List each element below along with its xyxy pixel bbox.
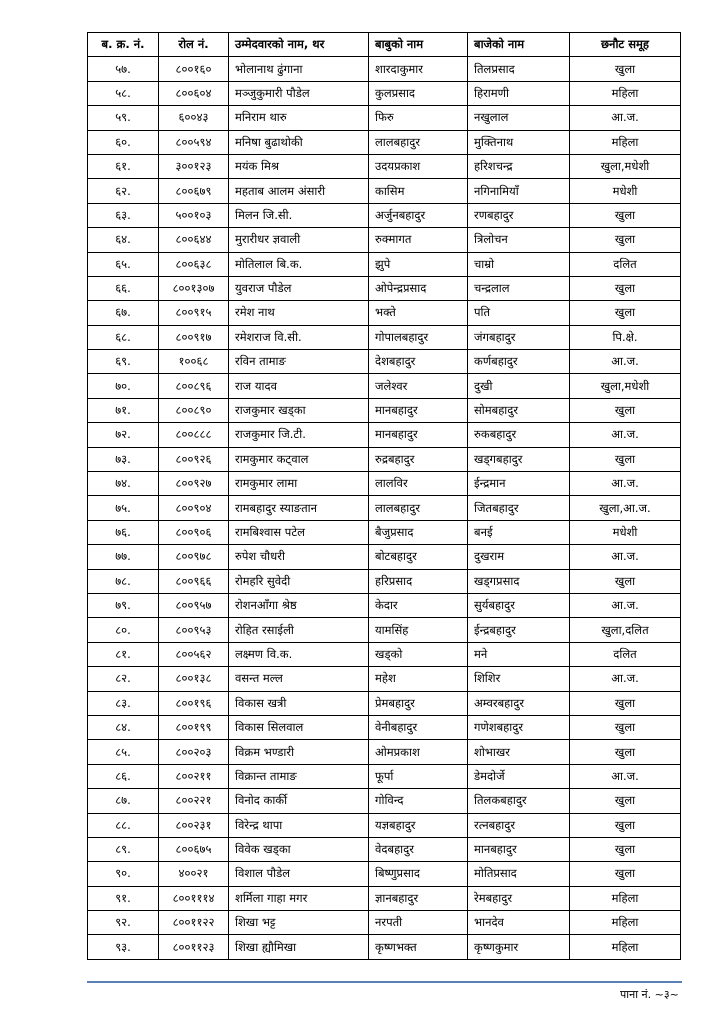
name-cell: शर्मिला गाहा मगर xyxy=(229,886,369,910)
group-cell: खुला xyxy=(570,447,681,471)
grandfather-name-cell: कृष्णकुमार xyxy=(468,935,570,959)
group-cell: खुला xyxy=(570,715,681,739)
name-cell: भोलानाथ ढुंगाना xyxy=(229,57,369,81)
table-row xyxy=(88,106,681,130)
group-cell: खुला,दलित xyxy=(570,618,681,642)
father-name-cell: देशबहादुर xyxy=(369,350,468,374)
father-name-cell: झुपे xyxy=(369,252,468,276)
roll-cell: ८००१६० xyxy=(159,57,229,81)
roll-cell: ८००८८८ xyxy=(159,423,229,447)
serial-cell: ५७. xyxy=(88,57,159,81)
serial-cell: ६६. xyxy=(88,276,159,300)
table-row xyxy=(88,740,681,764)
serial-cell: ७६. xyxy=(88,520,159,544)
roll-cell: ८००९२६ xyxy=(159,447,229,471)
serial-cell: ९१. xyxy=(88,886,159,910)
table-body xyxy=(88,57,681,959)
father-name-cell: लालबहादुर xyxy=(369,130,468,154)
table-row xyxy=(88,520,681,544)
group-cell: खुला xyxy=(570,740,681,764)
grandfather-name-cell: अम्वरबहादुर xyxy=(468,691,570,715)
grandfather-name-cell: कर्णबहादुर xyxy=(468,350,570,374)
name-cell: राजकुमार जि.टी. xyxy=(229,423,369,447)
father-name-cell: कासिम xyxy=(369,179,468,203)
roll-cell: ८००२०३ xyxy=(159,740,229,764)
group-cell: दलित xyxy=(570,252,681,276)
grandfather-name-cell: तिलप्रसाद xyxy=(468,57,570,81)
group-cell: दलित xyxy=(570,642,681,666)
serial-cell: ७४. xyxy=(88,472,159,496)
group-cell: आ.ज. xyxy=(570,423,681,447)
roll-cell: ८००११२३ xyxy=(159,935,229,959)
table-row xyxy=(88,911,681,935)
father-name-cell: बोटबहादुर xyxy=(369,545,468,569)
father-name-cell: गोविन्द xyxy=(369,789,468,813)
father-name-cell: खड्को xyxy=(369,642,468,666)
grandfather-name-cell: नखुलाल xyxy=(468,106,570,130)
grandfather-name-cell: शिशिर xyxy=(468,667,570,691)
table-row xyxy=(88,325,681,349)
group-cell: महिला xyxy=(570,81,681,105)
header-serial: ब. क्र. नं. xyxy=(88,33,159,57)
grandfather-name-cell: जंगबहादुर xyxy=(468,325,570,349)
group-cell: आ.ज. xyxy=(570,545,681,569)
table-row xyxy=(88,374,681,398)
roll-cell: ८००५९४ xyxy=(159,130,229,154)
serial-cell: ९०. xyxy=(88,862,159,886)
roll-cell: ८००१११४ xyxy=(159,886,229,910)
grandfather-name-cell: शोभाखर xyxy=(468,740,570,764)
serial-cell: ६७. xyxy=(88,301,159,325)
serial-cell: ६५. xyxy=(88,252,159,276)
table-row xyxy=(88,935,681,959)
name-cell: रमेशराज वि.सी. xyxy=(229,325,369,349)
grandfather-name-cell: दुखराम xyxy=(468,545,570,569)
grandfather-name-cell: मने xyxy=(468,642,570,666)
grandfather-name-cell: चन्द्रलाल xyxy=(468,276,570,300)
grandfather-name-cell: हरिशचन्द्र xyxy=(468,154,570,178)
father-name-cell: लालबहादुर xyxy=(369,496,468,520)
grandfather-name-cell: रेमबहादुर xyxy=(468,886,570,910)
serial-cell: ८५. xyxy=(88,740,159,764)
roll-cell: ८००६३८ xyxy=(159,252,229,276)
table-row xyxy=(88,691,681,715)
table-row xyxy=(88,276,681,300)
table-row xyxy=(88,667,681,691)
table-row xyxy=(88,569,681,593)
table-row xyxy=(88,886,681,910)
name-cell: विक्रान्त तामाङ xyxy=(229,764,369,788)
table-row xyxy=(88,789,681,813)
group-cell: आ.ज. xyxy=(570,764,681,788)
group-cell: खुला xyxy=(570,813,681,837)
roll-cell: ८००९०४ xyxy=(159,496,229,520)
roll-cell: ८००१९९ xyxy=(159,715,229,739)
name-cell: रुपेश चौधरी xyxy=(229,545,369,569)
father-name-cell: वेदबहादुर xyxy=(369,837,468,861)
group-cell: खुला xyxy=(570,301,681,325)
footer-divider xyxy=(87,981,682,983)
father-name-cell: ज्ञानबहादुर xyxy=(369,886,468,910)
group-cell: खुला xyxy=(570,862,681,886)
grandfather-name-cell: नगिनामियाँ xyxy=(468,179,570,203)
roll-cell: ८००१३०७ xyxy=(159,276,229,300)
table-row xyxy=(88,715,681,739)
roll-cell: ८००११२२ xyxy=(159,911,229,935)
table-row xyxy=(88,179,681,203)
grandfather-name-cell: मुक्तिनाथ xyxy=(468,130,570,154)
serial-cell: ८४. xyxy=(88,715,159,739)
father-name-cell: फूर्पा xyxy=(369,764,468,788)
serial-cell: ८३. xyxy=(88,691,159,715)
group-cell: आ.ज. xyxy=(570,593,681,617)
roll-cell: ३००१२३ xyxy=(159,154,229,178)
father-name-cell: वेनीबहादुर xyxy=(369,715,468,739)
table-row xyxy=(88,398,681,422)
name-cell: लक्ष्मण वि.क. xyxy=(229,642,369,666)
serial-cell: ७८. xyxy=(88,569,159,593)
table-row xyxy=(88,203,681,227)
father-name-cell: मानबहादुर xyxy=(369,423,468,447)
father-name-cell: रुद्रबहादुर xyxy=(369,447,468,471)
table-header xyxy=(88,33,681,57)
name-cell: शिखा ह्यौमिखा xyxy=(229,935,369,959)
father-name-cell: फिरु xyxy=(369,106,468,130)
father-name-cell: उदयप्रकाश xyxy=(369,154,468,178)
group-cell: आ.ज. xyxy=(570,350,681,374)
grandfather-name-cell: ईन्द्रबहादुर xyxy=(468,618,570,642)
grandfather-name-cell: हिरामणी xyxy=(468,81,570,105)
serial-cell: ८२. xyxy=(88,667,159,691)
group-cell: आ.ज. xyxy=(570,667,681,691)
group-cell: महिला xyxy=(570,911,681,935)
father-name-cell: लालविर xyxy=(369,472,468,496)
table-row xyxy=(88,350,681,374)
candidate-table xyxy=(87,32,681,960)
name-cell: विक्रम भण्डारी xyxy=(229,740,369,764)
group-cell: आ.ज. xyxy=(570,106,681,130)
serial-cell: ९३. xyxy=(88,935,159,959)
table-row xyxy=(88,813,681,837)
group-cell: खुला xyxy=(570,569,681,593)
name-cell: रामबहादुर स्याङतान xyxy=(229,496,369,520)
name-cell: मयंक मिश्र xyxy=(229,154,369,178)
serial-cell: ६१. xyxy=(88,154,159,178)
serial-cell: ७९. xyxy=(88,593,159,617)
name-cell: रामकुमार कट्वाल xyxy=(229,447,369,471)
serial-cell: ६८. xyxy=(88,325,159,349)
serial-cell: ६०. xyxy=(88,130,159,154)
group-cell: महिला xyxy=(570,130,681,154)
table-row xyxy=(88,57,681,81)
serial-cell: ८६. xyxy=(88,764,159,788)
table-row xyxy=(88,447,681,471)
serial-cell: ८७. xyxy=(88,789,159,813)
roll-cell: ८००५६२ xyxy=(159,642,229,666)
table-row xyxy=(88,81,681,105)
father-name-cell: गोपालबहादुर xyxy=(369,325,468,349)
serial-cell: ८०. xyxy=(88,618,159,642)
table-row xyxy=(88,642,681,666)
name-cell: रविन तामाङ xyxy=(229,350,369,374)
group-cell: खुला xyxy=(570,57,681,81)
group-cell: मधेशी xyxy=(570,520,681,544)
grandfather-name-cell: रुकबहादुर xyxy=(468,423,570,447)
table-row xyxy=(88,154,681,178)
grandfather-name-cell: डेमदोर्जे xyxy=(468,764,570,788)
roll-cell: ८००२२१ xyxy=(159,789,229,813)
group-cell: पि.क्षे. xyxy=(570,325,681,349)
roll-cell: ८००६४४ xyxy=(159,228,229,252)
father-name-cell: ओमप्रकाश xyxy=(369,740,468,764)
roll-cell: ८००२११ xyxy=(159,764,229,788)
table-row xyxy=(88,764,681,788)
serial-cell: ६९. xyxy=(88,350,159,374)
group-cell: खुला,मधेशी xyxy=(570,374,681,398)
name-cell: मञ्जुकुमारी पौडेल xyxy=(229,81,369,105)
father-name-cell: रुक्मागत xyxy=(369,228,468,252)
serial-cell: ६३. xyxy=(88,203,159,227)
group-cell: महिला xyxy=(570,886,681,910)
table-row xyxy=(88,593,681,617)
name-cell: मनिषा बुढाथोकी xyxy=(229,130,369,154)
father-name-cell: नरपती xyxy=(369,911,468,935)
group-cell: आ.ज. xyxy=(570,472,681,496)
roll-cell: ८००९२७ xyxy=(159,472,229,496)
name-cell: रमेश नाथ xyxy=(229,301,369,325)
header-name: उम्मेदवारको नाम, थर xyxy=(229,33,369,57)
grandfather-name-cell: मोतिप्रसाद xyxy=(468,862,570,886)
serial-cell: ६२. xyxy=(88,179,159,203)
table-row xyxy=(88,228,681,252)
table-row xyxy=(88,496,681,520)
group-cell: खुला xyxy=(570,228,681,252)
roll-cell: ८००६०४ xyxy=(159,81,229,105)
group-cell: मधेशी xyxy=(570,179,681,203)
name-cell: विनोद कार्की xyxy=(229,789,369,813)
father-name-cell: भक्ते xyxy=(369,301,468,325)
name-cell: रामबिश्वास पटेल xyxy=(229,520,369,544)
group-cell: खुला,आ.ज. xyxy=(570,496,681,520)
serial-cell: ८८. xyxy=(88,813,159,837)
group-cell: खुला xyxy=(570,276,681,300)
father-name-cell: मानबहादुर xyxy=(369,398,468,422)
serial-cell: ७३. xyxy=(88,447,159,471)
name-cell: रोमहरि सुवेदी xyxy=(229,569,369,593)
name-cell: राजकुमार खड्का xyxy=(229,398,369,422)
father-name-cell: हरिप्रसाद xyxy=(369,569,468,593)
name-cell: रोशनआँगा श्रेष्ठ xyxy=(229,593,369,617)
roll-cell: ८००८९० xyxy=(159,398,229,422)
serial-cell: ७२. xyxy=(88,423,159,447)
name-cell: विरेन्द्र थापा xyxy=(229,813,369,837)
serial-cell: ८९. xyxy=(88,837,159,861)
table-row xyxy=(88,301,681,325)
name-cell: विवेक खड्का xyxy=(229,837,369,861)
grandfather-name-cell: पति xyxy=(468,301,570,325)
group-cell: खुला xyxy=(570,789,681,813)
serial-cell: ७५. xyxy=(88,496,159,520)
father-name-cell: यज्ञबहादुर xyxy=(369,813,468,837)
roll-cell: ८००९१५ xyxy=(159,301,229,325)
table-row xyxy=(88,862,681,886)
name-cell: युवराज पौडेल xyxy=(229,276,369,300)
name-cell: रोहित रसाईली xyxy=(229,618,369,642)
name-cell: राज यादव xyxy=(229,374,369,398)
table-row xyxy=(88,130,681,154)
group-cell: महिला xyxy=(570,935,681,959)
father-name-cell: बिष्णुप्रसाद xyxy=(369,862,468,886)
header-father: बाबुको नाम xyxy=(369,33,468,57)
header-grandfather: बाजेको नाम xyxy=(468,33,570,57)
name-cell: वसन्त मल्ल xyxy=(229,667,369,691)
grandfather-name-cell: रत्नबहादुर xyxy=(468,813,570,837)
table-row xyxy=(88,618,681,642)
father-name-cell: कुलप्रसाद xyxy=(369,81,468,105)
grandfather-name-cell: जितबहादुर xyxy=(468,496,570,520)
name-cell: रामकुमार लामा xyxy=(229,472,369,496)
roll-cell: ८००९१७ xyxy=(159,325,229,349)
roll-cell: ८००२३१ xyxy=(159,813,229,837)
grandfather-name-cell: गणेशबहादुर xyxy=(468,715,570,739)
father-name-cell: प्रेमबहादुर xyxy=(369,691,468,715)
table-row xyxy=(88,472,681,496)
grandfather-name-cell: ईन्द्रमान xyxy=(468,472,570,496)
grandfather-name-cell: भानदेव xyxy=(468,911,570,935)
header-row xyxy=(88,33,681,57)
grandfather-name-cell: चाम्रो xyxy=(468,252,570,276)
father-name-cell: यामसिंह xyxy=(369,618,468,642)
father-name-cell: कृष्णभक्त xyxy=(369,935,468,959)
father-name-cell: महेश xyxy=(369,667,468,691)
grandfather-name-cell: त्रिलोचन xyxy=(468,228,570,252)
serial-cell: ७१. xyxy=(88,398,159,422)
father-name-cell: बैजुप्रसाद xyxy=(369,520,468,544)
grandfather-name-cell: बनई xyxy=(468,520,570,544)
roll-cell: ८००९७८ xyxy=(159,545,229,569)
name-cell: मोतिलाल बि.क. xyxy=(229,252,369,276)
grandfather-name-cell: खड्गबहादुर xyxy=(468,447,570,471)
roll-cell: ४००२१ xyxy=(159,862,229,886)
father-name-cell: ओपेन्द्रप्रसाद xyxy=(369,276,468,300)
header-roll: रोल नं. xyxy=(159,33,229,57)
roll-cell: ८००९०६ xyxy=(159,520,229,544)
group-cell: खुला xyxy=(570,691,681,715)
roll-cell: ८००६७५ xyxy=(159,837,229,861)
roll-cell: ५००१०३ xyxy=(159,203,229,227)
roll-cell: ८००१९६ xyxy=(159,691,229,715)
roll-cell: १००६८ xyxy=(159,350,229,374)
grandfather-name-cell: तिलकबहादुर xyxy=(468,789,570,813)
name-cell: मनिराम थारु xyxy=(229,106,369,130)
group-cell: खुला xyxy=(570,203,681,227)
roll-cell: ८००६७९ xyxy=(159,179,229,203)
group-cell: खुला,मधेशी xyxy=(570,154,681,178)
roll-cell: ६००४३ xyxy=(159,106,229,130)
name-cell: विकास खत्री xyxy=(229,691,369,715)
serial-cell: ५९. xyxy=(88,106,159,130)
serial-cell: ६४. xyxy=(88,228,159,252)
serial-cell: ७०. xyxy=(88,374,159,398)
name-cell: महताब आलम अंसारी xyxy=(229,179,369,203)
grandfather-name-cell: सोमबहादुर xyxy=(468,398,570,422)
roll-cell: ८००१३८ xyxy=(159,667,229,691)
grandfather-name-cell: खड्गप्रसाद xyxy=(468,569,570,593)
father-name-cell: अर्जुनबहादुर xyxy=(369,203,468,227)
father-name-cell: जलेश्वर xyxy=(369,374,468,398)
name-cell: विशाल पौडेल xyxy=(229,862,369,886)
grandfather-name-cell: मानबहादुर xyxy=(468,837,570,861)
group-cell: खुला xyxy=(570,837,681,861)
father-name-cell: केदार xyxy=(369,593,468,617)
group-cell: खुला xyxy=(570,398,681,422)
roll-cell: ८००९५३ xyxy=(159,618,229,642)
roll-cell: ८००९६६ xyxy=(159,569,229,593)
table-row xyxy=(88,837,681,861)
table-row xyxy=(88,423,681,447)
father-name-cell: शारदाकुमार xyxy=(369,57,468,81)
grandfather-name-cell: सुर्यबहादुर xyxy=(468,593,570,617)
name-cell: मुरारीधर ज्ञवाली xyxy=(229,228,369,252)
header-group: छनौट समूह xyxy=(570,33,681,57)
serial-cell: ५८. xyxy=(88,81,159,105)
page-number: पाना नं. ~३~ xyxy=(620,988,679,1001)
table-row xyxy=(88,545,681,569)
serial-cell: ७७. xyxy=(88,545,159,569)
grandfather-name-cell: रणबहादुर xyxy=(468,203,570,227)
name-cell: मिलन जि.सी. xyxy=(229,203,369,227)
table-row xyxy=(88,252,681,276)
name-cell: विकास सिलवाल xyxy=(229,715,369,739)
roll-cell: ८००८९६ xyxy=(159,374,229,398)
serial-cell: ८१. xyxy=(88,642,159,666)
grandfather-name-cell: दुखी xyxy=(468,374,570,398)
serial-cell: ९२. xyxy=(88,911,159,935)
name-cell: शिखा भट्ट xyxy=(229,911,369,935)
roll-cell: ८००९५७ xyxy=(159,593,229,617)
